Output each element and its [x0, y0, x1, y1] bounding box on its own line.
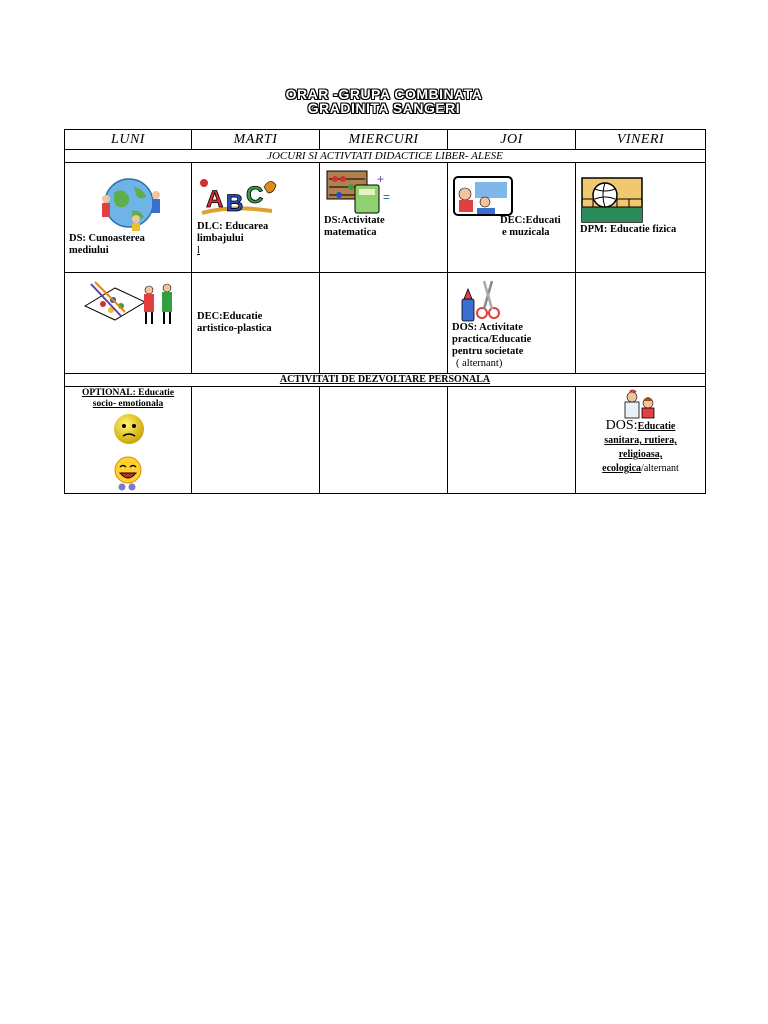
day-header-luni: LUNI: [65, 130, 192, 150]
subject-label: matematica: [324, 227, 377, 238]
cell-marti-2: [192, 273, 320, 374]
cell-luni-3: [65, 387, 192, 494]
volleyball-icon: [581, 177, 643, 223]
svg-text:=: =: [383, 190, 391, 204]
subject-label: Educatie: [637, 421, 676, 432]
subject-label: practica/Educatie: [452, 334, 532, 345]
subject-label: DOS: Activitate: [452, 322, 523, 333]
subject-label: DEC:Educati: [500, 215, 561, 226]
cell-joi-3: [448, 387, 576, 494]
abc-letters-icon: [198, 173, 278, 217]
sad-face-icon: [113, 413, 145, 445]
cell-luni-2: [65, 273, 192, 374]
table-row: [65, 273, 706, 374]
days-header-row: [65, 130, 706, 150]
cell-miercuri-3: [320, 387, 448, 494]
table-row: [65, 163, 706, 273]
table-row: [65, 387, 706, 494]
subject-label: e muzicala: [502, 227, 550, 238]
subject-label: DLC: Educarea: [197, 221, 269, 232]
svg-text:+: +: [377, 172, 385, 186]
svg-text:B: B: [226, 190, 244, 217]
cell-vineri-2: [576, 273, 706, 374]
subject-label: DPM: Educatie fizica: [580, 224, 677, 235]
personal-development-band: ACTIVITATI DE DEZVOLTARE PERSONALA: [65, 374, 706, 387]
subject-label: religioasa,: [618, 449, 663, 460]
schedule-table: [64, 129, 706, 494]
cell-vineri-1: [576, 163, 706, 273]
cell-miercuri-2: [320, 273, 448, 374]
day-header-joi: JOI: [448, 130, 576, 150]
svg-text:A: A: [206, 186, 224, 213]
subject-label: DS:Activitate: [324, 215, 385, 226]
subject-label: DEC:Educatie: [197, 311, 263, 322]
globe-children-icon: [96, 173, 166, 231]
scissors-glue-icon: [458, 277, 500, 323]
cell-marti-1: [192, 163, 320, 273]
subject-note: ( alternant): [456, 358, 503, 369]
page-subtitle: GRADINITA SANGERI: [307, 100, 461, 116]
subject-label: artistico-plastica: [197, 323, 272, 334]
subject-label: OPTIONAL: Educatie: [81, 388, 175, 398]
subject-label: mediului: [69, 245, 109, 256]
free-activities-band: JOCURI SI ACTIVTATI DIDACTICE LIBER- ALESE: [65, 150, 706, 163]
cell-joi-2: [448, 273, 576, 374]
art-supplies-icon: [81, 276, 181, 328]
subject-label: pentru societate: [452, 346, 524, 357]
subject-label: l: [197, 245, 200, 256]
cell-marti-3: [192, 387, 320, 494]
laughing-face-icon: [111, 455, 145, 491]
cell-luni-1: [65, 163, 192, 273]
music-kids-icon: [453, 176, 513, 216]
subject-note: /alternant: [641, 463, 679, 474]
subject-label: ecologica: [602, 463, 642, 474]
doctor-child-icon: [622, 389, 658, 419]
cell-joi-1: [448, 163, 576, 273]
page-title: ORAR -GRUPA COMBINATA: [285, 86, 483, 102]
subject-prefix: DOS:: [605, 418, 638, 433]
day-header-miercuri: MIERCURI: [320, 130, 448, 150]
subject-label: limbajului: [197, 233, 244, 244]
svg-text:C: C: [246, 182, 264, 209]
subject-label: sanitara, rutiera,: [604, 435, 677, 446]
day-header-marti: MARTI: [192, 130, 320, 150]
cell-miercuri-1: [320, 163, 448, 273]
cell-vineri-3: [576, 387, 706, 494]
abacus-calculator-icon: [325, 167, 395, 215]
day-header-vineri: VINERI: [576, 130, 706, 150]
subject-label: DS: Cunoasterea: [69, 233, 145, 244]
subject-label: socio- emotionala: [92, 399, 164, 409]
